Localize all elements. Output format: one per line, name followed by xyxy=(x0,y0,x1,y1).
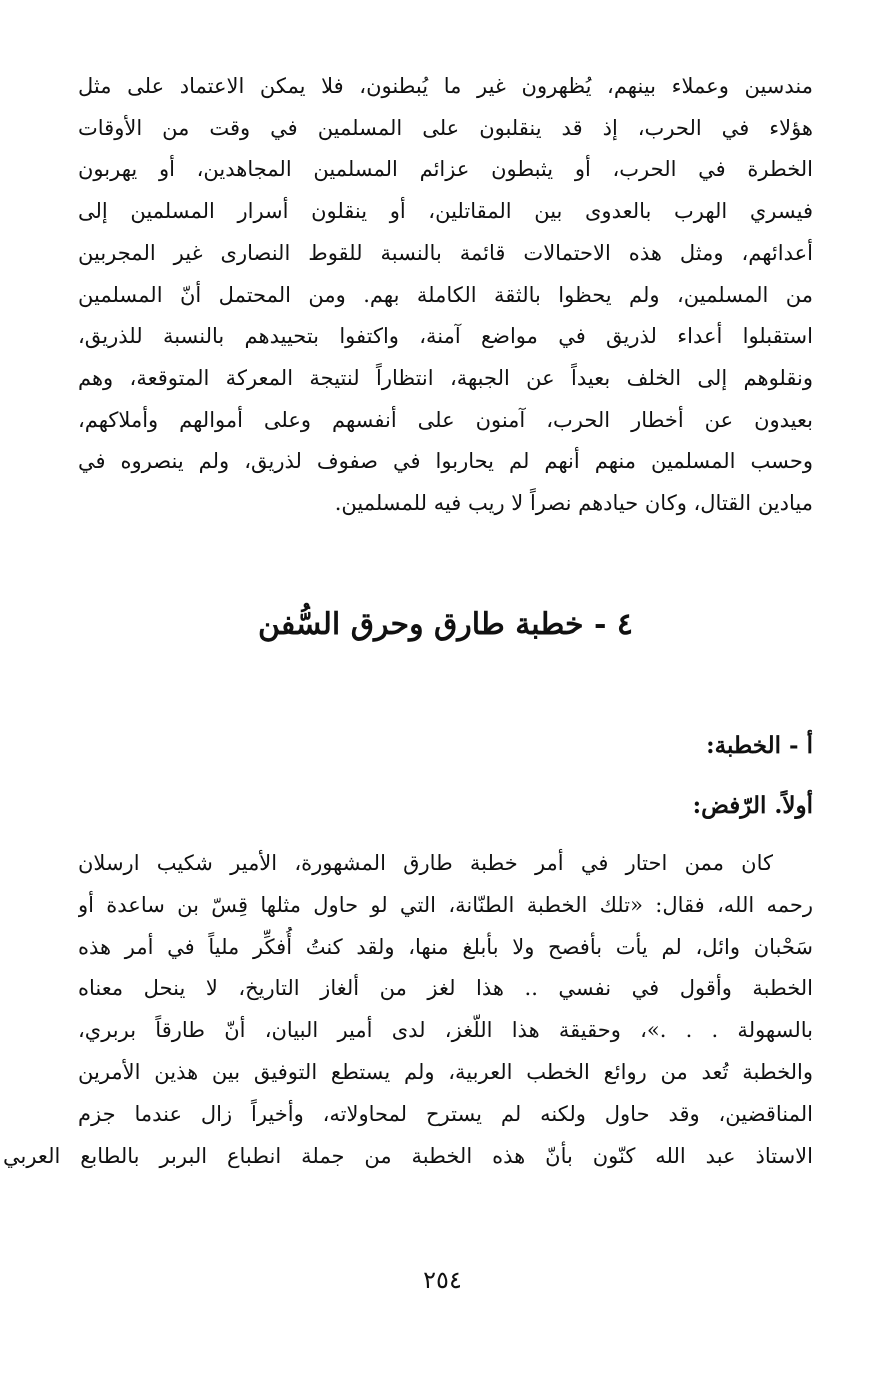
text-line: الخطبة وأقول في نفسي .. هذا لغز من ألغاز التاريخ، لا ينحل معناه xyxy=(78,976,813,1001)
text-line: استقبلوا أعداء لذريق في مواضع آمنة، واكتفوا بتحييدهم بالنسبة للذريق، xyxy=(78,324,813,349)
text-line: بالسهولة . . .»، وحقيقة هذا اللّغز، لدى أمير البيان، أنّ طارقاً بربري، xyxy=(78,1018,813,1043)
text-line: ميادين القتال، وكان حيادهم نصراً لا ريب فيه للمسلمين. xyxy=(334,491,813,516)
section-heading: ٤ - خطبة طارق وحرق السُّفن xyxy=(258,607,633,642)
text-line: سَحْبان وائل، لم يأت بأفصح ولا بأبلغ منها، ولقد كنتُ أُفكِّر ملياً في أمر هذه xyxy=(78,934,813,959)
text-line: مندسين وعملاء بينهم، يُظهرون غير ما يُبطنون، فلا يمكن الاعتماد على مثل xyxy=(78,74,813,98)
page-number: ٢٥٤ xyxy=(423,1266,462,1294)
text-line: بعيدون عن أخطار الحرب، آمنون على أنفسهم وعلى أموالهم وأملاكهم، xyxy=(78,407,813,432)
text-line: وحسب المسلمين منهم أنهم لم يحاربوا في صفوف لذريق، ولم ينصروه في xyxy=(78,449,813,474)
text-line: من المسلمين، ولم يحظوا بالثقة الكاملة بهم. ومن المحتمل أنّ المسلمين xyxy=(78,282,813,307)
text-line: هؤلاء في الحرب، إذ قد ينقلبون على المسلمين في وقت من الأوقات xyxy=(78,115,813,140)
subheading-rejection: أولاً. الرّفض: xyxy=(692,792,813,819)
text-line: رحمه الله، فقال: «تلك الخطبة الطنّانة، التي لو حاول مثلها قِسّ بن ساعدة أو xyxy=(78,892,813,917)
text-line: المناقضين، وقد حاول ولكنه لم يسترح لمحاولاته، وأخيراً زال عندما جزم xyxy=(78,1101,813,1126)
subheading-speech: أ - الخطبة: xyxy=(706,732,813,759)
text-line: فيسري الهرب بالعدوى بين المقاتلين، أو ينقلون أسرار المسلمين إلى xyxy=(78,199,813,224)
text-line: الخطرة في الحرب، أو يثبطون عزائم المسلمين المجاهدين، أو يهربون xyxy=(78,157,813,182)
paragraph-speech xyxy=(3,843,813,1177)
paragraph-continuation xyxy=(78,66,813,525)
text-line: أعدائهم، ومثل هذه الاحتمالات قائمة بالنسبة للقوط النصارى غير المجربين xyxy=(78,240,813,265)
text-line: الاستاذ عبد الله كنّون بأنّ هذه الخطبة من جملة انطباع البربر بالطابع العربي xyxy=(3,1143,813,1168)
text-line: والخطبة تُعد من روائع الخطب العربية، ولم يستطع التوفيق بين هذين الأمرين xyxy=(78,1059,813,1084)
text-line: ونقلوهم إلى الخلف بعيداً عن الجبهة، انتظاراً لنتيجة المعركة المتوقعة، وهم xyxy=(78,365,813,390)
text-line: كان ممن احتار في أمر خطبة طارق المشهورة، الأمير شكيب ارسلان xyxy=(78,851,773,875)
